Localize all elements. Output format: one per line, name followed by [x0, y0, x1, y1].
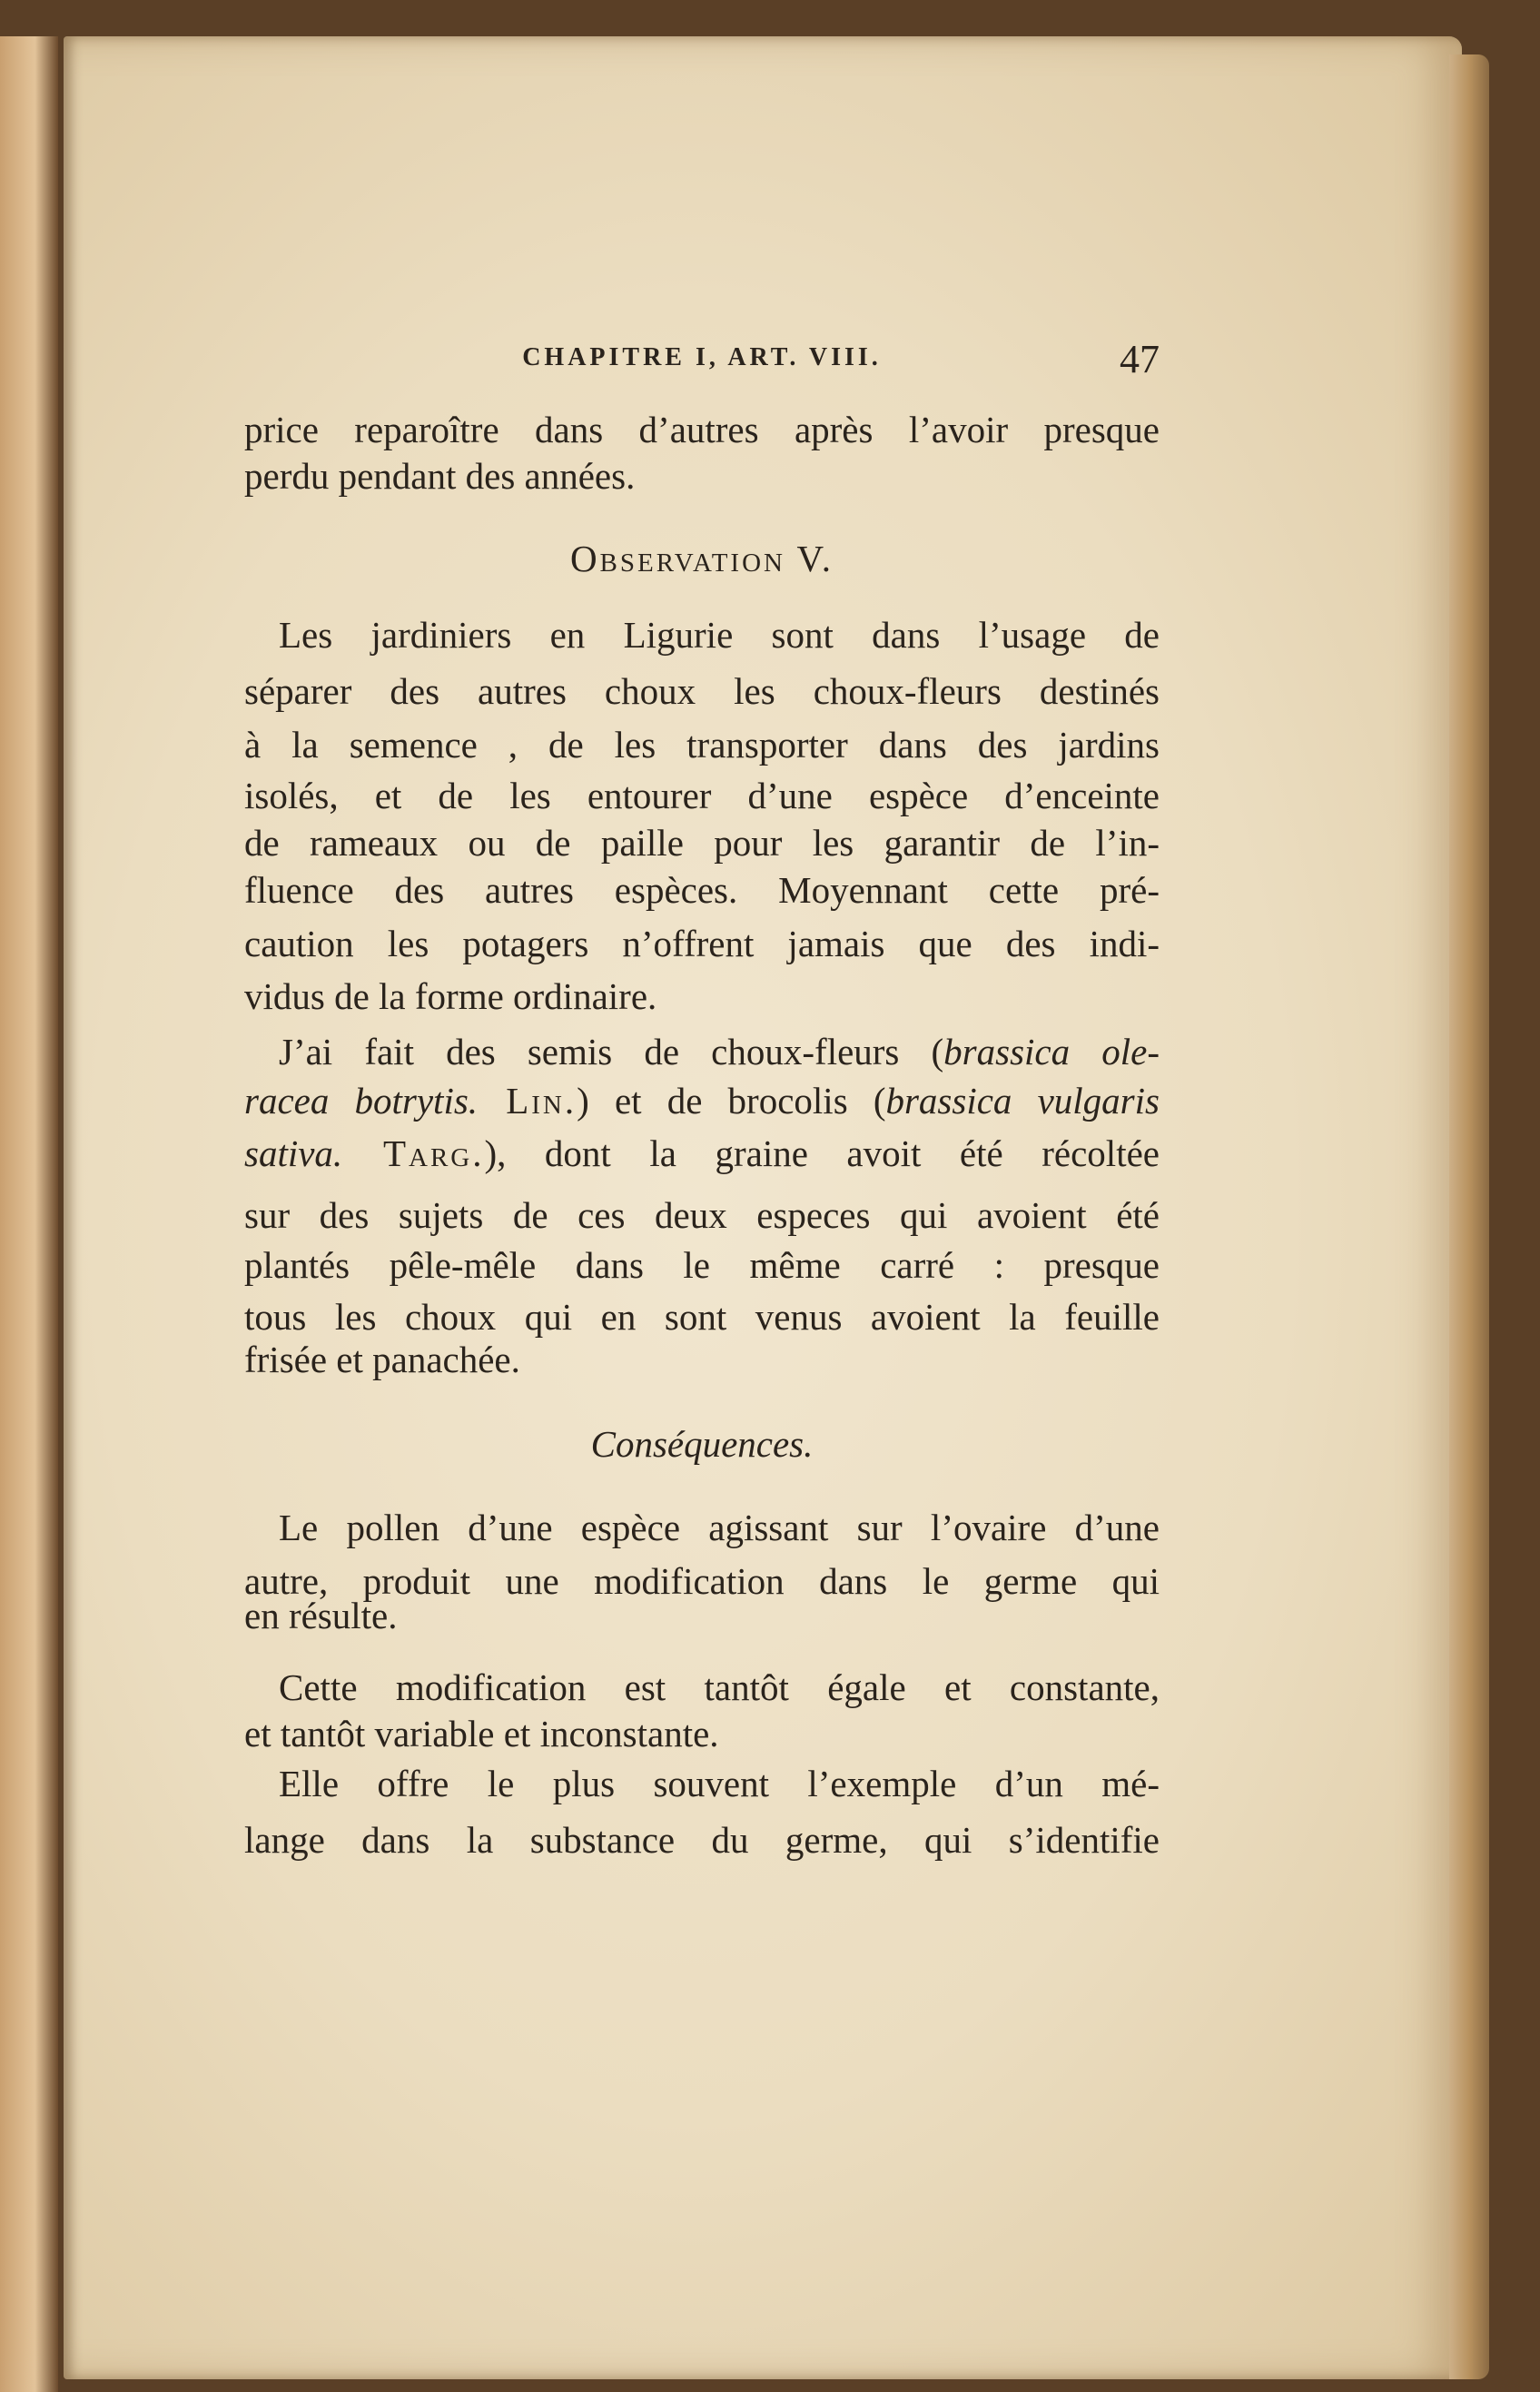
- text-segment: fluence des autres espèces. Moyennant cette pré-: [244, 869, 1160, 911]
- italic-text: brassica vulgaris: [885, 1080, 1160, 1122]
- text-line: [244, 407, 1160, 452]
- italic-text: brassica ole-: [943, 1031, 1160, 1072]
- italic-text: racea botrytis.: [244, 1080, 479, 1122]
- text-line: [244, 1337, 1160, 1382]
- text-segment: perdu pendant des années.: [244, 455, 636, 497]
- text-line: [244, 1665, 1160, 1710]
- text-segment: sur des sujets de ces deux especes qui avoient été: [244, 1194, 1160, 1236]
- text-segment: ), dont la graine avoit été récoltée: [484, 1132, 1160, 1174]
- text-segment: à la semence , de les transporter dans des jardins: [244, 724, 1160, 766]
- small-caps-text: Targ.: [342, 1132, 485, 1174]
- text-segment: séparer des autres choux les choux-fleurs destinés: [244, 670, 1160, 712]
- text-line: [244, 773, 1160, 818]
- page-stack-edge: [1449, 54, 1489, 2379]
- italic-text: Conséquences.: [590, 1423, 814, 1465]
- text-line: [244, 1192, 1160, 1238]
- text-line: [244, 1711, 1160, 1756]
- text-line: [244, 974, 1160, 1019]
- text-segment: en résulte.: [244, 1595, 398, 1636]
- small-caps-text: Lin.: [478, 1080, 578, 1122]
- text-line: [244, 612, 1160, 657]
- text-segment: ) et de brocolis (: [577, 1080, 886, 1122]
- text-segment: isolés, et de les entourer d’une espèce d’enceinte: [244, 775, 1160, 816]
- italic-text: sativa.: [244, 1132, 343, 1174]
- text-segment: tous les choux qui en sont venus avoient la feuille: [244, 1296, 1160, 1338]
- text-line: [244, 1131, 1160, 1176]
- text-line: [244, 867, 1160, 913]
- page-number: 47: [1120, 337, 1160, 381]
- text-line: [244, 1242, 1160, 1288]
- text-line: [244, 1029, 1160, 1074]
- section-heading: [244, 1421, 1160, 1467]
- text-segment: lange dans la substance du germe, qui s’identifie: [244, 1819, 1160, 1861]
- text-segment: J’ai fait des semis de choux-fleurs (: [279, 1031, 944, 1072]
- text-segment: vidus de la forme ordinaire.: [244, 975, 657, 1017]
- text-line: [244, 1761, 1160, 1806]
- small-caps-text: Observation V.: [569, 538, 834, 579]
- text-line: [244, 722, 1160, 767]
- text-line: [244, 1078, 1160, 1123]
- text-segment: Le pollen d’une espèce agissant sur l’ovaire d’une: [279, 1507, 1160, 1548]
- text-segment: de rameaux ou de paille pour les garantir de l’in-: [244, 822, 1160, 864]
- facing-page-edge: [0, 36, 58, 2392]
- text-segment: et tantôt variable et inconstante.: [244, 1713, 719, 1754]
- text-line: [244, 1294, 1160, 1339]
- text-segment: Elle offre le plus souvent l’exemple d’un mé-: [279, 1763, 1160, 1804]
- text-line: [244, 1593, 1160, 1638]
- text-segment: autre, produit une modification dans le germe qui: [244, 1560, 1160, 1602]
- text-line: [244, 820, 1160, 865]
- text-line: [244, 1817, 1160, 1863]
- text-segment: Les jardiniers en Ligurie sont dans l’usage de: [279, 614, 1160, 656]
- text-segment: frisée et panachée.: [244, 1339, 520, 1380]
- running-head: CHAPITRE I, ART. VIII.: [522, 343, 882, 371]
- text-line: [244, 668, 1160, 714]
- page-header: [244, 336, 1160, 381]
- text-segment: Cette modification est tantôt égale et constante,: [279, 1666, 1160, 1708]
- text-segment: price reparoître dans d’autres après l’avoir presque: [244, 409, 1160, 450]
- text-line: [244, 453, 1160, 499]
- text-line: [244, 1505, 1160, 1550]
- text-line: [244, 921, 1160, 966]
- section-heading: [244, 536, 1160, 581]
- text-segment: caution les potagers n’offrent jamais que des indi-: [244, 923, 1160, 964]
- text-segment: plantés pêle-mêle dans le même carré : presque: [244, 1244, 1160, 1286]
